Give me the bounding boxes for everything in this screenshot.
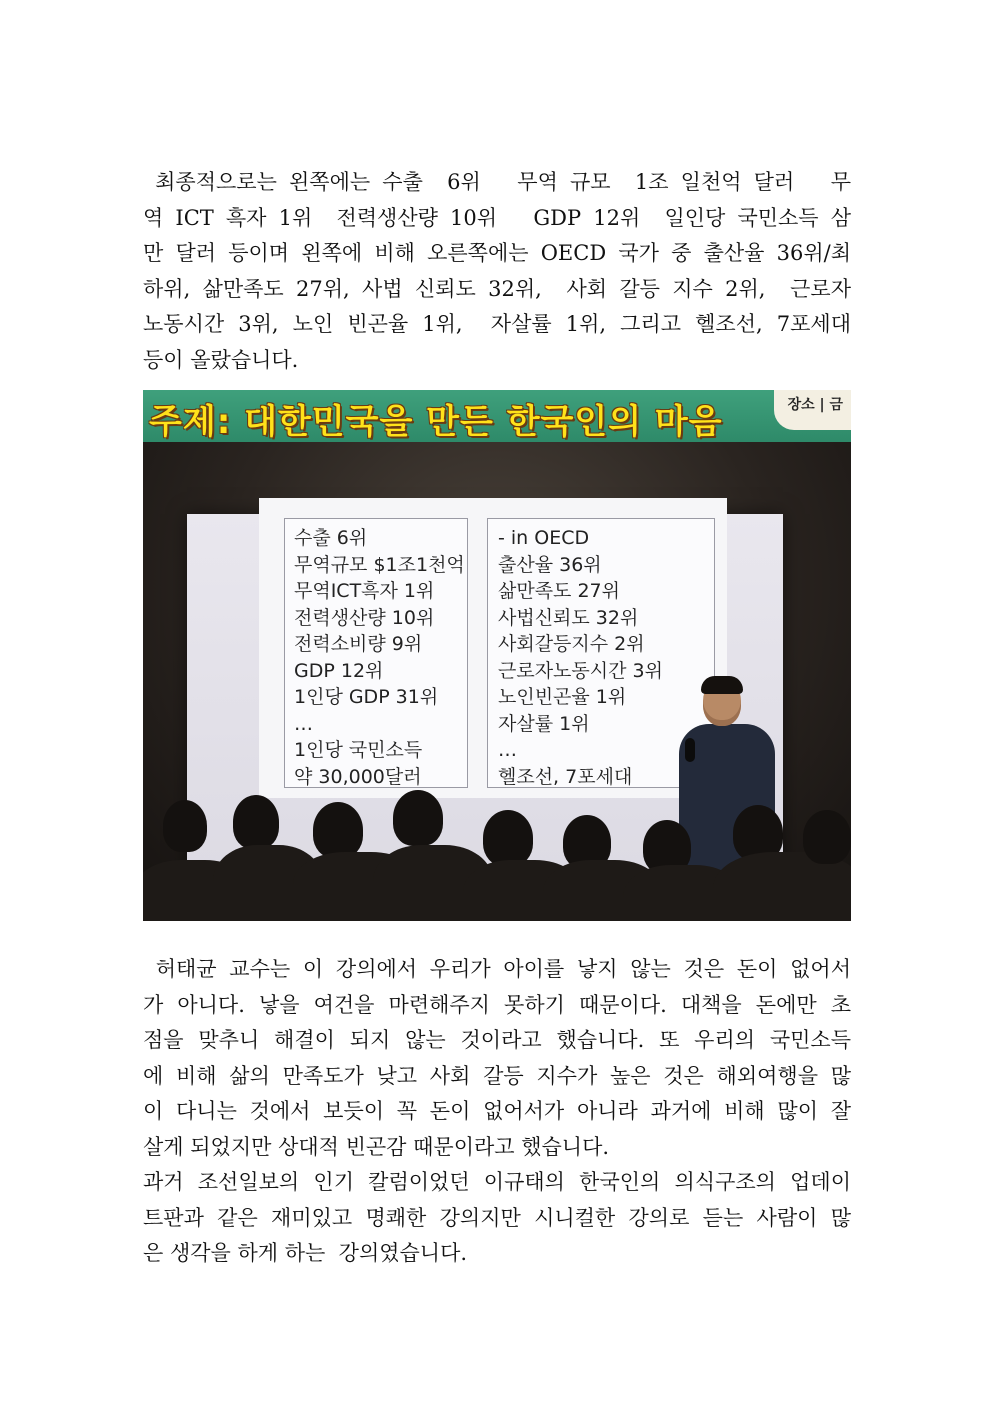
paragraph-line: 등이 올랐습니다. [143,347,299,372]
slide-left-item: 수출 6위 [294,527,368,549]
paragraph-line: 노동시간 3위, 노인 빈곤율 1위, 자살률 1위, 그리고 헬조선, 7포세대 [143,312,851,336]
slide-left-item: 전력생산량 10위 [294,606,435,629]
slide-left-item: 1인당 국민소득 [294,739,423,761]
slide-right-item: 출산율 36위 [498,553,602,576]
slide-right-item: … [498,739,517,761]
paragraph-line: 점을 맞추니 해결이 되지 않는 것이라고 했습니다. 또 우리의 국민소득 [143,1028,851,1052]
slide-right-item: 자살률 1위 [498,712,590,735]
paragraph-line: 살게 되었지만 상대적 빈곤감 때문이라고 했습니다. [143,1134,610,1159]
slide-left-item: … [294,712,313,735]
paragraph-commentary [143,952,851,1272]
slide-right-item: 사법신뢰도 32위 [498,606,639,629]
paragraph-line: 에 비해 삶의 만족도가 낮고 사회 갈등 지수가 높은 것은 해외여행을 많 [143,1063,851,1088]
slide-left-item: 전력소비량 9위 [294,633,423,655]
slide-right-item: 근로자노동시간 3위 [498,659,663,682]
paragraph-line: 만 달러 등이며 왼쪽에 비해 오른쪽에는 OECD 국가 중 출산율 36위/최 [143,241,851,265]
slide-left-item: 무역ICT흑자 1위 [294,580,435,602]
paragraph-summary [143,165,851,378]
paragraph-line: 가 아니다. 낳을 여건을 마련해주지 못하기 때문이다. 대책을 돈에만 초 [143,992,851,1017]
microphone-icon [685,738,695,762]
slide-left-item: 1인당 GDP 31위 [294,686,439,708]
banner-title: 주제: 대한민국을 만든 한국인의 마음 [149,402,723,442]
paragraph-line: 허태균 교수는 이 강의에서 우리가 아이를 낳지 않는 것은 돈이 없어서 [143,957,851,981]
slide-right-item: 삶만족도 27위 [498,580,620,602]
paragraph-line: 트판과 같은 재미있고 명쾌한 강의지만 시니컬한 강의로 듣는 사람이 많 [143,1205,851,1230]
event-banner [143,390,851,442]
banner-place: 장소 | 금 [774,390,851,430]
slide-left-item: 무역규모 $1조1천억 [294,553,465,576]
slide-right-item: 노인빈곤율 1위 [498,686,627,708]
paragraph-line: 최종적으로는 왼쪽에는 수출 6위 무역 규모 1조 일천억 달러 무 [143,170,851,194]
paragraph-line: 역 ICT 흑자 1위 전력생산량 10위 GDP 12위 일인당 국민소득 삼 [143,205,851,230]
lecture-photo [143,390,851,921]
slide-left-item: GDP 12위 [294,659,384,682]
slide-right-item: - in OECD [498,527,590,549]
paragraph-line: 은 생각을 하게 하는 강의였습니다. [143,1241,468,1265]
slide-left-item: 약 30,000달러 [294,765,422,788]
presentation-slide [259,498,727,798]
paragraph-line: 이 다니는 것에서 보듯이 꼭 돈이 없어서가 아니라 과거에 비해 많이 잘 [143,1099,851,1123]
paragraph-line: 과거 조선일보의 인기 칼럼이었던 이규태의 한국인의 의식구조의 업데이 [143,1170,851,1194]
slide-right-item: 사회갈등지수 2위 [498,633,645,655]
paragraph-line: 하위, 삶만족도 27위, 사법 신뢰도 32위, 사회 갈등 지수 2위, 근로자 [143,276,851,301]
slide-right-item: 헬조선, 7포세대 [498,765,633,788]
slide-left-box [284,518,468,788]
